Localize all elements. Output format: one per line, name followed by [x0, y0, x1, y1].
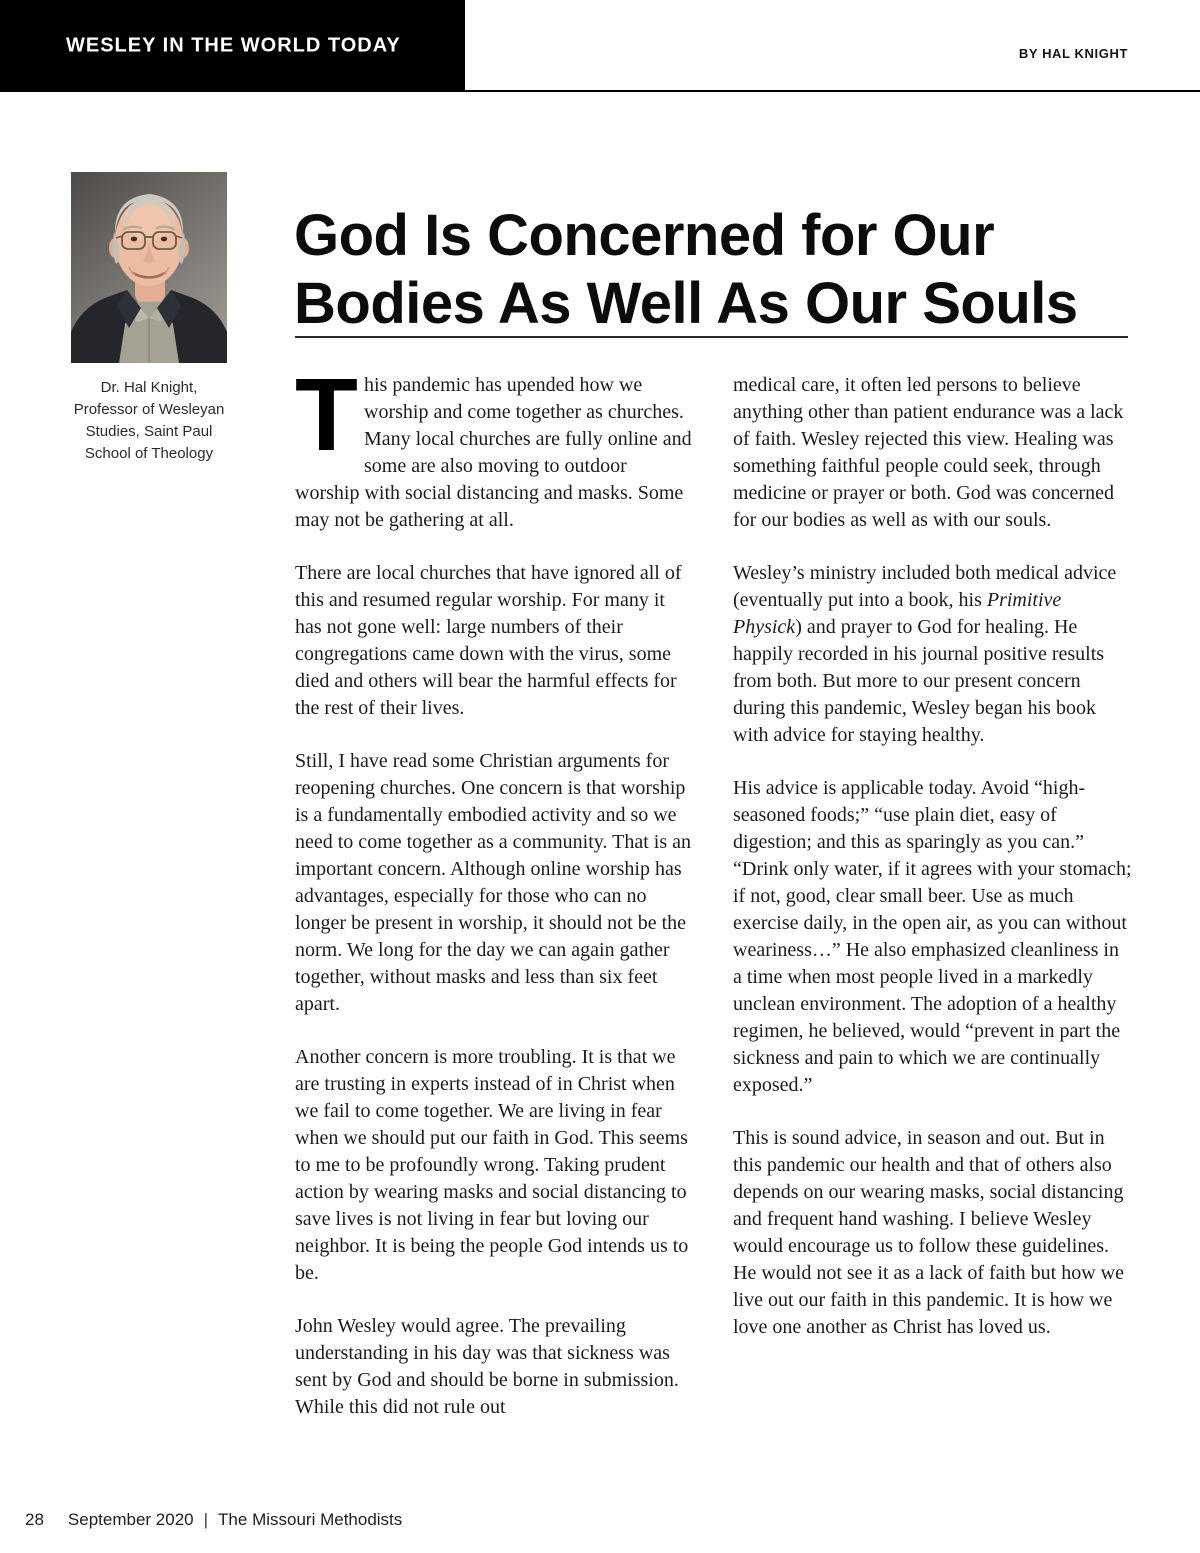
author-caption [29, 377, 269, 465]
article-paragraph [295, 1313, 695, 1421]
article-paragraph [295, 1044, 695, 1287]
caption-line: Professor of Wesleyan [73, 401, 225, 418]
section-title: WESLEY IN THE WORLD TODAY [66, 34, 401, 57]
article-paragraph [295, 560, 695, 722]
header-rule [0, 90, 1200, 92]
author-portrait-image [71, 172, 227, 363]
caption-line: Studies, Saint Paul [85, 423, 213, 440]
paragraph-text: his pandemic has upended how we worship and come together as churches. Many local churches are fully online and some are also moving to outdoor worship with social distancing and masks. Some may not be gathering at all. [295, 374, 692, 531]
article-paragraph [733, 775, 1132, 1099]
issue-date: September 2020 [67, 1510, 194, 1529]
paragraph-text: ) and prayer to God for healing. He happily recorded in his journal positive results from both. But more to our present concern during this pandemic, Wesley began his book with advice for staying healthy. [733, 616, 1105, 746]
paragraph-text: His advice is applicable today. Avoid “high-seasoned foods;” “use plain diet, easy of digestion; and this as sparingly as you can.” “Drink only water, if it agrees with your stomach; if not, good, clear small beer. Use as much exercise daily, in the open air, as you can without weariness…” He also emphasized cleanliness in a time when most people lived in a markedly unclean environment. The adoption of a healthy regimen, he believed, would “prevent in part the sickness and pain to which we are continually exposed.” [733, 777, 1132, 1096]
paragraph-text: John Wesley would agree. The prevailing understanding in his day was that sickness was sent by God and should be borne in submission. While this did not rule out [295, 1315, 679, 1418]
page-number: 28 [25, 1510, 44, 1529]
article-paragraph [733, 372, 1132, 534]
paragraph-text: Still, I have read some Christian arguments for reopening churches. One concern is that worship is a fundamentally embodied activity and so we need to come together as a community. That is an important concern. Although online worship has advantages, especially for those who can no longer be present in worship, it should not be the norm. We long for the day we can again gather together, without masks and less than six feet apart. [295, 750, 691, 1015]
paragraph-text: Another concern is more troubling. It is that we are trusting in experts instead of in Christ when we fail to come together. We are living in fear when we should put our faith in God. This seems to me to be profoundly wrong. Taking prudent action by wearing masks and social distancing to save lives is not living in fear but loving our neighbor. It is being the people God intends us to be. [295, 1046, 689, 1284]
drop-cap: T [295, 357, 358, 472]
paragraph-text: medical care, it often led persons to believe anything other than patient endurance was a lack of faith. Wesley rejected this view. Healing was something faithful people could seek, through medicine or prayer or both. God was concerned for our bodies as well as with our souls. [733, 374, 1124, 531]
article-paragraph [733, 1125, 1132, 1341]
separator-pipe: | [203, 1510, 209, 1529]
publication-name: The Missouri Methodists [218, 1510, 403, 1529]
italic-book-title: Primitive Physick [733, 589, 1062, 638]
caption-line: Dr. Hal Knight, [100, 379, 198, 396]
caption-line: School of Theology [84, 445, 214, 462]
header-bar [0, 0, 465, 92]
article-paragraph [733, 560, 1132, 749]
page-footer [25, 1510, 1175, 1530]
page-title-line-1: God Is Concerned for Our [294, 202, 995, 268]
page-title-line-2: Bodies As Well As Our Souls [294, 270, 1078, 336]
article-paragraph [295, 748, 695, 1018]
byline: BY HAL KNIGHT [1018, 46, 1128, 61]
paragraph-text: Wesley’s ministry included both medical advice (eventually put into a book, his [733, 562, 1117, 611]
paragraph-text: There are local churches that have ignored all of this and resumed regular worship. For many it has not gone well: large numbers of their congregations came down with the virus, some died and others will bear the harmful effects for the rest of their lives. [295, 562, 682, 719]
title-rule [295, 336, 1128, 338]
paragraph-text: This is sound advice, in season and out. But in this pandemic our health and that of others also depends on our wearing masks, social distancing and frequent hand washing. I believe Wesley would encourage us to follow these guidelines. He would not see it as a lack of faith but how we live out our faith in this pandemic. It is how we love one another as Christ has loved us. [733, 1127, 1125, 1338]
article-column-right [733, 372, 1132, 1341]
article-column-left [295, 357, 695, 1421]
page-title [294, 202, 1139, 338]
article-paragraph [295, 357, 695, 534]
